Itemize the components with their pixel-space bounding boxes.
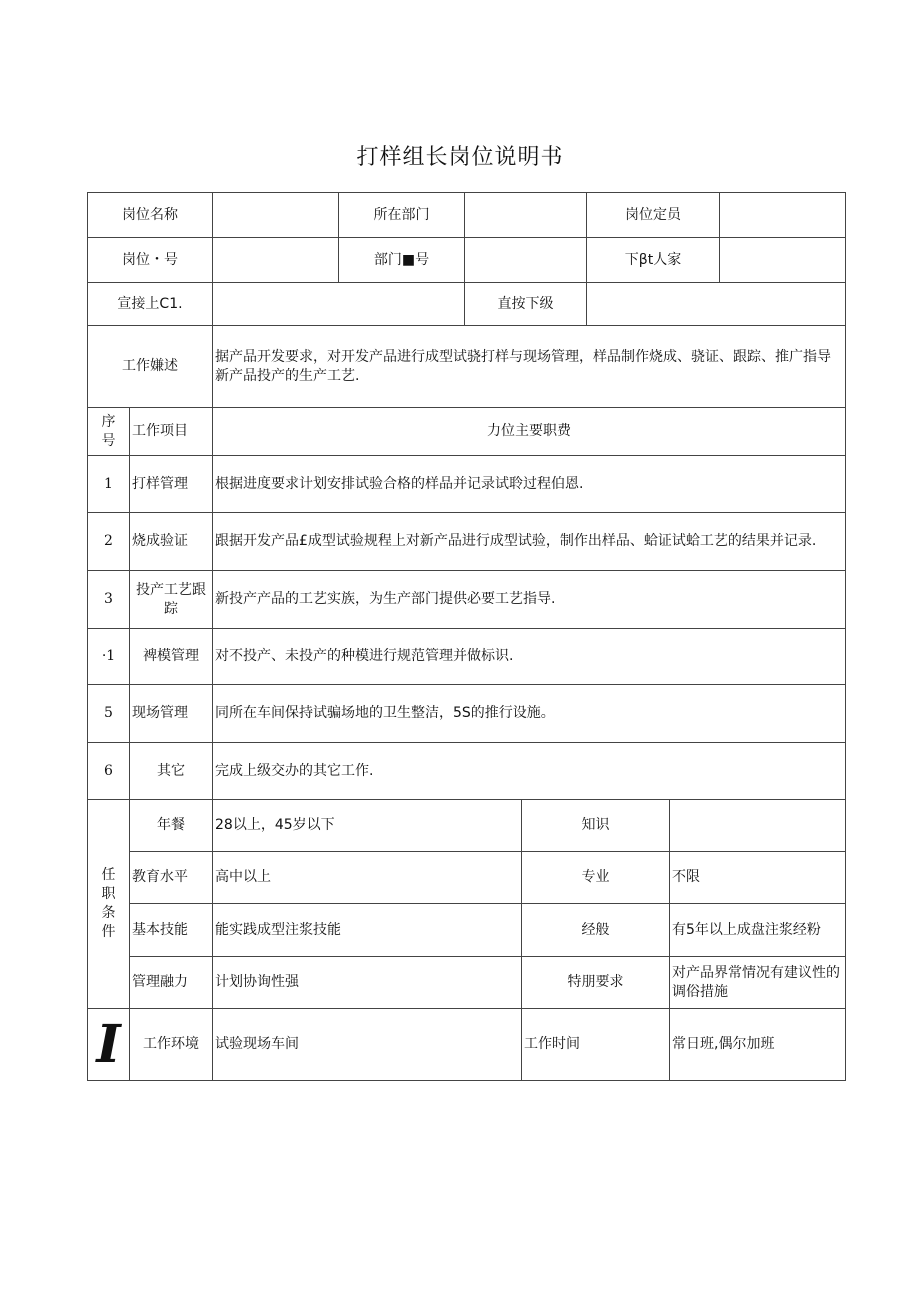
environment-side-glyph: I <box>88 1009 130 1081</box>
dept-code-label: 部门■号 <box>339 238 465 283</box>
superior-value <box>213 283 465 326</box>
major-value: 不限 <box>670 852 846 904</box>
seq-header <box>88 408 130 456</box>
qualifications-side-label <box>88 800 130 1009</box>
duty-seq: 5 <box>88 685 130 743</box>
duty-item: 其它 <box>130 743 213 800</box>
document-title: 打样组长岗位说明书 <box>356 145 564 170</box>
subordinates-value <box>720 238 846 283</box>
quota-label: 岗位定员 <box>587 193 720 238</box>
major-label: 专业 <box>522 852 670 904</box>
duty-desc: 完成上级交办的其它工作. <box>213 743 846 800</box>
knowledge-value <box>670 800 846 852</box>
duty-row <box>88 571 846 629</box>
duty-item: 烧成验证 <box>130 513 213 571</box>
duty-seq: 1 <box>88 456 130 513</box>
dept-code-value <box>465 238 587 283</box>
duty-desc: 对不投产、未投产的种模进行规范管理并做标识. <box>213 629 846 685</box>
experience-label: 经般 <box>522 904 670 957</box>
work-env-value: 试验现场车间 <box>213 1009 522 1081</box>
duty-item: 裨模管理 <box>130 629 213 685</box>
quota-value <box>720 193 846 238</box>
duty-row <box>88 743 846 800</box>
duty-desc: 同所在车间保持试骗场地的卫生整洁，5S的推行设施。 <box>213 685 846 743</box>
qual-side-char: 职 <box>101 886 116 902</box>
qual-side-char: 任 <box>101 867 116 883</box>
summary-label: 工作嫌述 <box>88 326 213 408</box>
qual-side-char: 件 <box>101 924 116 940</box>
post-name-label: 岗位名称 <box>88 193 213 238</box>
seq-header-line-1: 序 <box>101 413 116 430</box>
duty-seq: ·1 <box>88 629 130 685</box>
duty-seq: 6 <box>88 743 130 800</box>
job-description-table <box>87 192 846 1081</box>
duty-seq: 2 <box>88 513 130 571</box>
skills-value: 能实践成型注浆技能 <box>213 904 522 957</box>
duty-item: 现场管理 <box>130 685 213 743</box>
duty-row <box>88 629 846 685</box>
duty-row <box>88 685 846 743</box>
seq-header-line-2: 号 <box>101 432 116 449</box>
duty-desc: 根据进度要求计划安排试验合格的样品并记录试聆过程伯恩. <box>213 456 846 513</box>
direct-sub-label: 直按下级 <box>465 283 587 326</box>
age-value: 28以上，45岁以下 <box>213 800 522 852</box>
experience-value: 有5年以上成盘注浆经粉 <box>670 904 846 957</box>
summary-text: 据产品开发要求，对开发产品进行成型试骁打样与现场管理，样品制作烧成、骁证、跟踪、推广指导新产品投产的生产工艺. <box>213 326 846 408</box>
superior-label: 宣接上C1. <box>88 283 213 326</box>
management-value: 计划协询性强 <box>213 957 522 1009</box>
dept-label: 所在部门 <box>339 193 465 238</box>
subordinates-label: 下βt人家 <box>587 238 720 283</box>
education-label: 教育水平 <box>130 852 213 904</box>
item-header: 工作项目 <box>130 408 213 456</box>
post-code-value <box>213 238 339 283</box>
special-req-value: 对产品界常情况有建议性的调俗措施 <box>670 957 846 1009</box>
duty-item: 打样管理 <box>130 456 213 513</box>
duty-row <box>88 513 846 571</box>
skills-label: 基本技能 <box>130 904 213 957</box>
post-code-label: 岗位・号 <box>88 238 213 283</box>
duty-desc: 新投产产品的工艺实族，为生产部门提供必要工艺指导. <box>213 571 846 629</box>
duty-seq: 3 <box>88 571 130 629</box>
work-env-label: 工作环境 <box>130 1009 213 1081</box>
duty-header: 力位主要职费 <box>213 408 846 456</box>
dept-value <box>465 193 587 238</box>
post-name-value <box>213 193 339 238</box>
management-label: 管理融力 <box>130 957 213 1009</box>
work-time-value: 常日班,偶尔加班 <box>670 1009 846 1081</box>
age-label: 年餐 <box>130 800 213 852</box>
duty-row <box>88 456 846 513</box>
direct-sub-value <box>587 283 846 326</box>
knowledge-label: 知识 <box>522 800 670 852</box>
duty-item: 投产工艺跟踪 <box>130 571 213 629</box>
special-req-label: 特朋要求 <box>522 957 670 1009</box>
work-time-label: 工作时间 <box>522 1009 670 1081</box>
duty-desc: 跟据开发产品£成型试验规程上对新产品进行成型试验，制作出样品、蛤证试蛤工艺的结果并记录. <box>213 513 846 571</box>
education-value: 高中以上 <box>213 852 522 904</box>
qual-side-char: 条 <box>101 905 116 921</box>
